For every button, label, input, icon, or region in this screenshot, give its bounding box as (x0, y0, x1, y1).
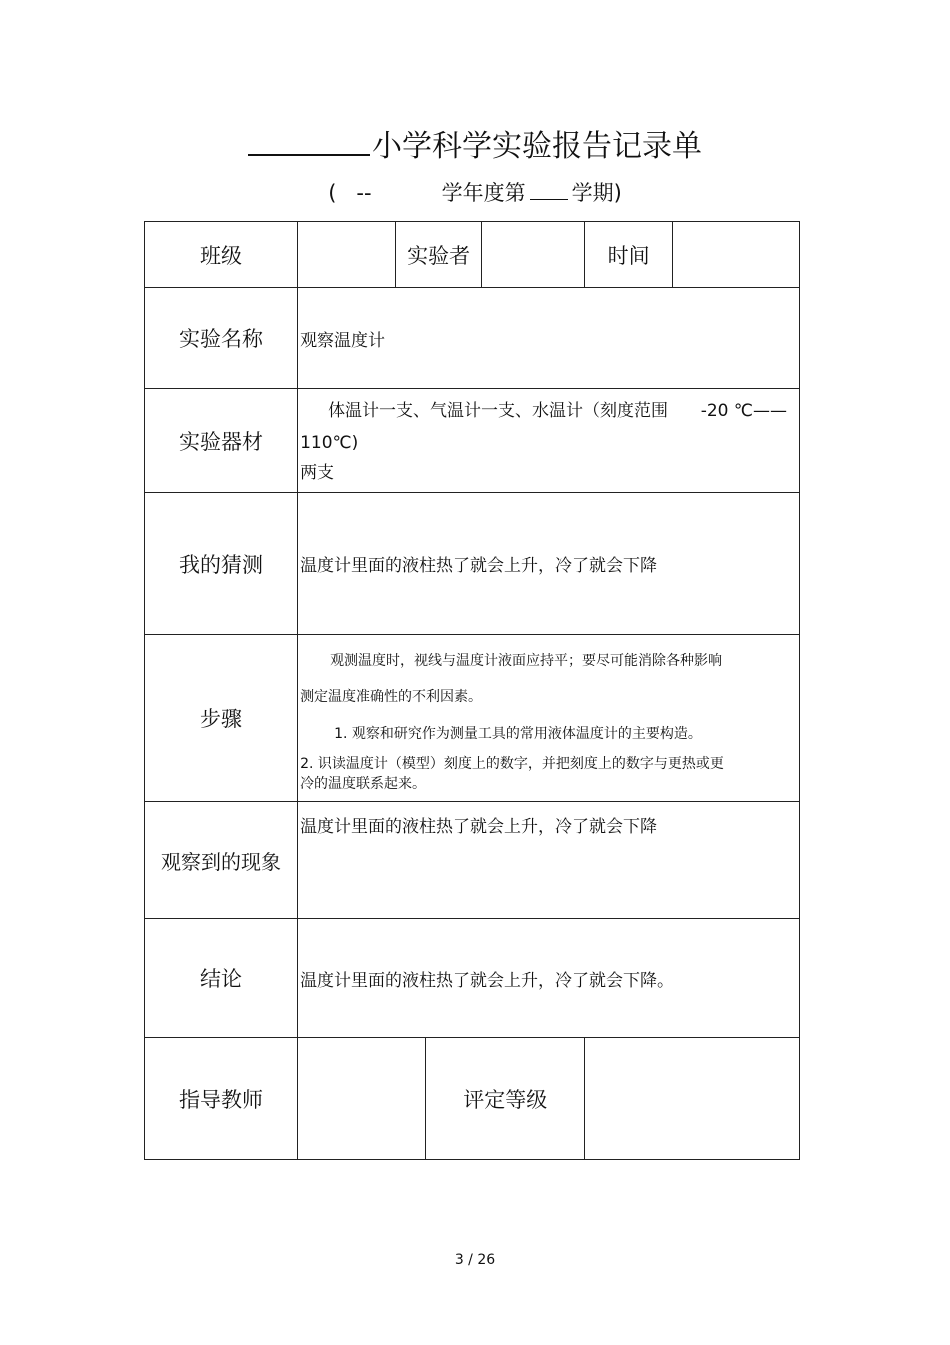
time-field (672, 222, 799, 288)
experiment-name-label: 实验名称 (145, 288, 298, 389)
conclusion-value: 温度计里面的液柱热了就会上升，冷了就会下降。 (298, 919, 800, 1038)
subtitle-term-label: 学期) (571, 181, 622, 205)
equipment-value (298, 389, 800, 493)
steps-value (298, 635, 800, 802)
subtitle-year-label: 学年度第 (441, 181, 526, 205)
table-row (145, 635, 800, 802)
steps-label: 步骤 (145, 635, 298, 802)
experiment-name-value: 观察温度计 (298, 288, 800, 389)
school-name-blank (248, 126, 370, 156)
steps-intro-1: 观测温度时，视线与温度计液面应持平；要尽可能消除各种影响 (330, 653, 723, 669)
page-number: 3 / 26 (454, 1252, 496, 1268)
steps-intro-2: 测定温度准确性的不利因素。 (300, 689, 483, 705)
table-row (145, 222, 800, 288)
time-label: 时间 (585, 222, 672, 288)
phenomenon-value: 温度计里面的液柱热了就会上升，冷了就会下降 (298, 802, 800, 919)
table-row (145, 389, 800, 493)
page-subtitle (0, 178, 950, 208)
class-label: 班级 (145, 222, 298, 288)
page-title (0, 126, 950, 167)
table-row (145, 919, 800, 1038)
teacher-label: 指导教师 (145, 1038, 298, 1160)
equipment-label: 实验器材 (145, 389, 298, 493)
class-field (298, 222, 396, 288)
table-row (145, 1038, 800, 1160)
table-row (145, 493, 800, 635)
grade-label: 评定等级 (426, 1038, 585, 1160)
subtitle-open-paren: ( (328, 181, 337, 205)
table-row (145, 802, 800, 919)
teacher-field (298, 1038, 426, 1160)
equipment-line-3: 两支 (300, 462, 335, 483)
conclusion-label: 结论 (145, 919, 298, 1038)
title-text: 小学科学实验报告记录单 (372, 129, 702, 164)
guess-value: 温度计里面的液柱热了就会上升，冷了就会下降 (298, 493, 800, 635)
experimenter-label: 实验者 (395, 222, 481, 288)
equipment-line-1: 体温计一支、气温计一支、水温计（刻度范围 (328, 400, 669, 421)
report-table (144, 221, 800, 1160)
guess-label: 我的猜测 (145, 493, 298, 635)
term-blank (530, 181, 568, 200)
experimenter-field (482, 222, 585, 288)
phenomenon-label: 观察到的现象 (145, 802, 298, 919)
equipment-line-2: 110℃) (300, 432, 359, 453)
steps-item-2a: 2. 识读温度计（模型）刻度上的数字，并把刻度上的数字与更热或更 (300, 756, 724, 772)
equipment-range: -20 ℃—— (700, 400, 787, 421)
steps-item-2b: 冷的温度联系起来。 (300, 776, 427, 792)
steps-item-1: 1. 观察和研究作为测量工具的常用液体温度计的主要构造。 (334, 726, 702, 742)
subtitle-dash: -- (356, 181, 372, 205)
table-row (145, 288, 800, 389)
grade-field (585, 1038, 800, 1160)
